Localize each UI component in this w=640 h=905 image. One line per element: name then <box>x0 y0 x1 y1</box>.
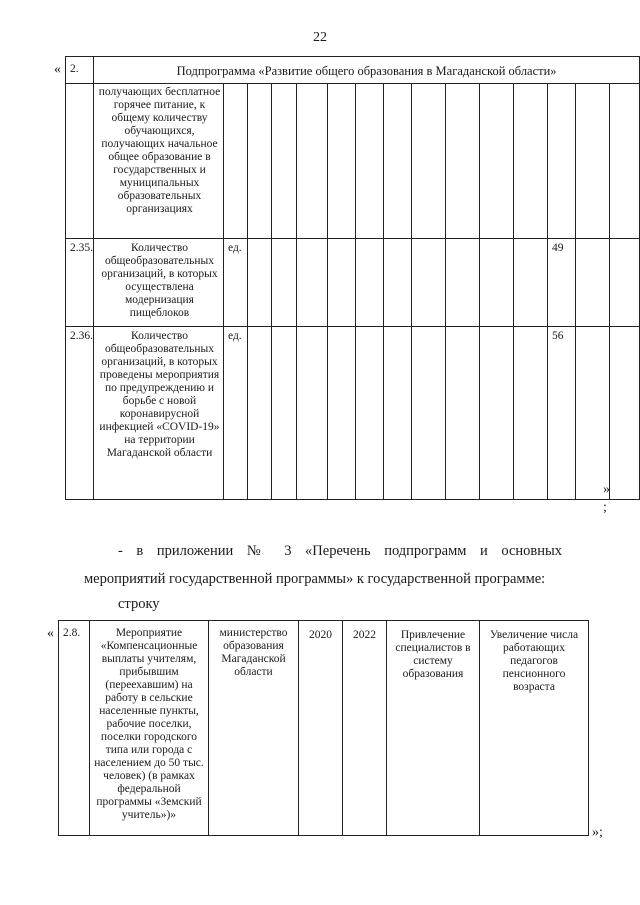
row-unit: ед. <box>224 327 248 500</box>
event-start-year: 2020 <box>299 621 343 836</box>
event-result: Привлечение специалистов в систему образования <box>387 621 480 836</box>
events-table <box>58 620 589 836</box>
header-number: 2. <box>66 57 94 84</box>
event-executor: министерство образования Магаданской области <box>209 621 299 836</box>
table1-open-quote: « <box>54 62 61 77</box>
table-row <box>66 327 640 500</box>
event-end-year: 2022 <box>343 621 387 836</box>
event-description: Мероприятие «Компенсационные выплаты учителям, прибывшим (переехавшим) на работу в сельские населенные пункты, рабочие поселки, поселки городского типа или города с населением до 50 тыс. человек) (в рамках федеральной программы «Земский учитель»)» <box>90 621 209 836</box>
table-row <box>66 84 640 239</box>
event-number: 2.8. <box>59 621 90 836</box>
row-value: 49 <box>548 239 576 327</box>
row-number: 2.35. <box>66 239 94 327</box>
row-description: Количество общеобразовательных организаций, в которых проведены мероприятия по предупреждению и борьбе с новой коронавирусной инфекцией «COVID-19» на территории Магаданской области <box>94 327 224 500</box>
row-number: 2.36. <box>66 327 94 500</box>
page-number: 22 <box>313 30 327 45</box>
event-effect: Увеличение числа работающих педагогов пенсионного возраста <box>480 621 589 836</box>
row-description: получающих бесплатное горячее питание, к общему количеству обучающихся, получающих начальное общее образование в государственных и муниципальных образовательных организациях <box>94 84 224 239</box>
row-unit <box>224 84 248 239</box>
paragraph-line-3: строку <box>118 596 160 612</box>
row-description: Количество общеобразовательных организаций, в которых осуществлена модернизация пищеблоков <box>94 239 224 327</box>
table1-close-quote: » <box>603 482 610 497</box>
table2-open-quote: « <box>47 626 54 641</box>
row-number <box>66 84 94 239</box>
row-value: 56 <box>548 327 576 500</box>
table2-close-quote: »; <box>592 825 603 840</box>
paragraph-line-1: - в приложении № 3 «Перечень подпрограмм и основных <box>118 543 562 559</box>
row-unit: ед. <box>224 239 248 327</box>
table-row <box>66 239 640 327</box>
paragraph-line-2: мероприятий государственной программы» к государственной программе: <box>84 571 546 587</box>
table1-header-row <box>66 57 640 84</box>
indicators-table <box>65 56 640 500</box>
table-row <box>59 621 589 836</box>
subprogram-title: Подпрограмма «Развитие общего образования в Магаданской области» <box>94 57 640 84</box>
table1-close-semicolon: ; <box>603 500 607 515</box>
